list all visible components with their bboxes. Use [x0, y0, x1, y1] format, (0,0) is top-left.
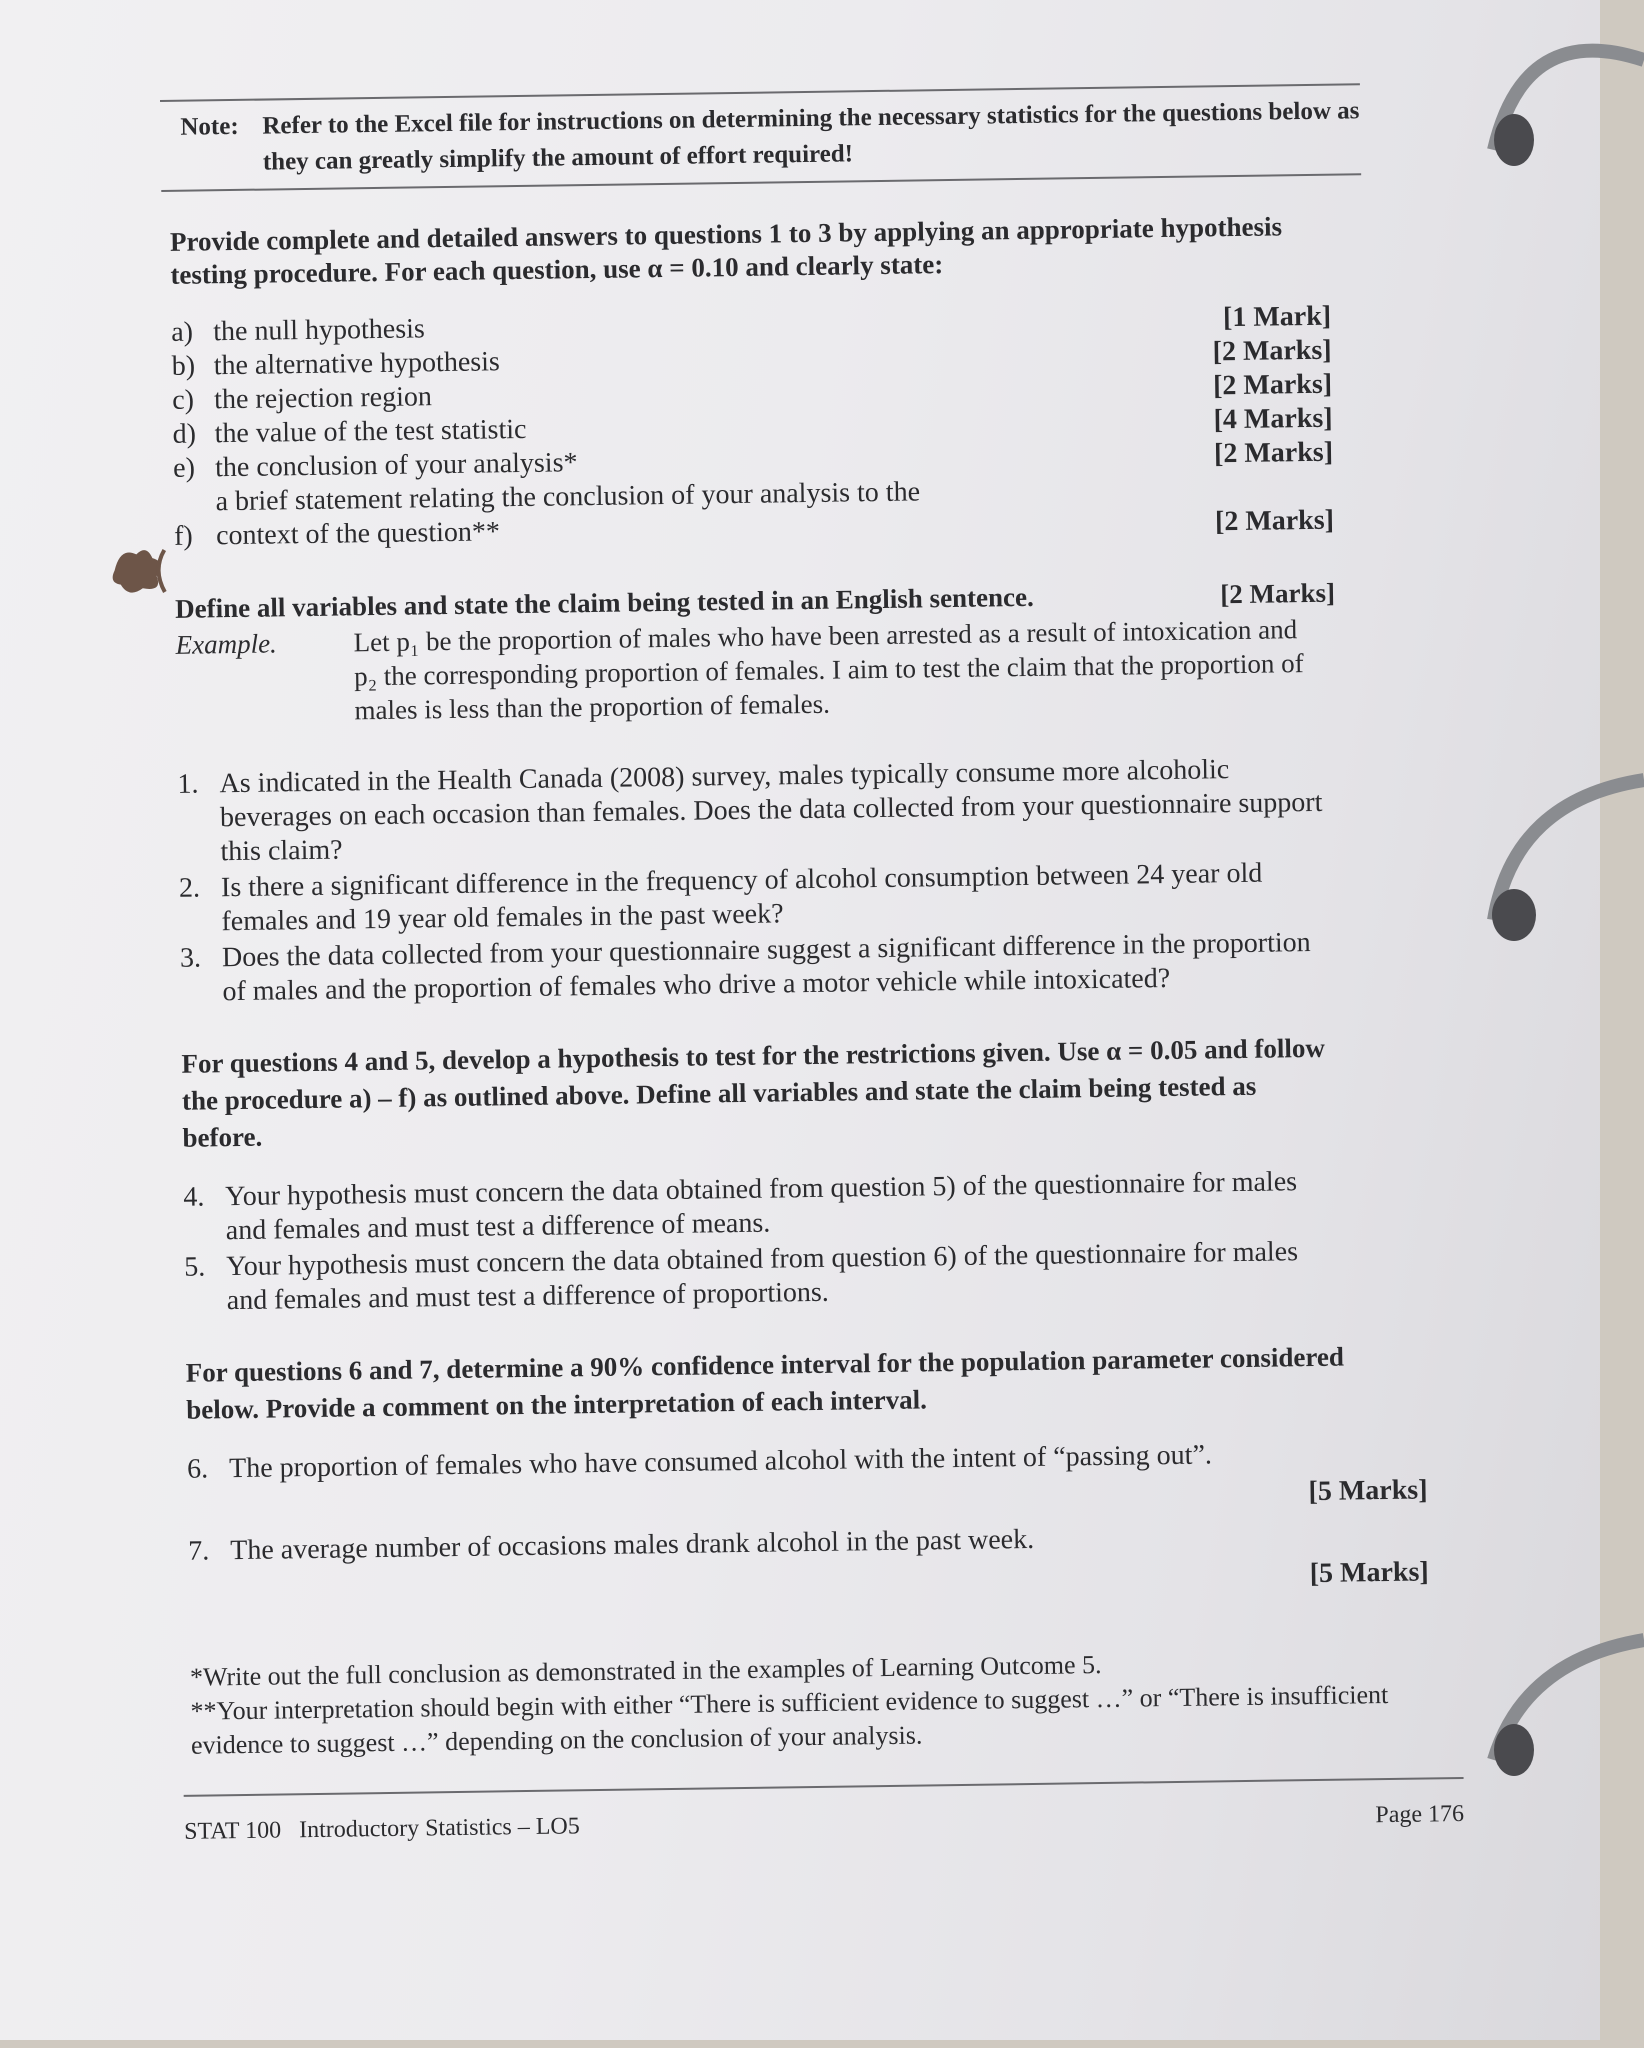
note-text: Refer to the Excel file for instructions on determining the necessary statistics for the questions below as they can greatly simplify the amount of effort required!: [262, 97, 1360, 176]
document-page: [160, 83, 1465, 1846]
question-number: 4.: [183, 1181, 205, 1213]
question-text: Is there a significant difference in the frequency of alcohol consumption between 24 year old females and 19 year old females in the past week?: [220, 857, 1263, 938]
questions-interval-list: [186, 1437, 1429, 1607]
question-text: As indicated in the Health Canada (2008) survey, males typically consume more alcoholic beverages on each occasion than females. Does the data collected from your questionnaire support this claim?: [219, 754, 1323, 868]
ink-smudge-mark: [106, 540, 173, 601]
example-text: Let p₁ be the proportion of males who have been arrested as a result of intoxication and p₂ the corresponding proportion of females. I aim to test the claim that the proportion of males is less than the proportion of females.: [353, 614, 1304, 726]
criterion-letter: c): [171, 384, 195, 416]
question-marks: [5 Marks]: [1309, 1556, 1429, 1590]
question-text: The proportion of females who have consumed alcohol with the intent of “passing out”.: [228, 1439, 1213, 1485]
binder-rings: [1484, 0, 1644, 2048]
criterion-marks: [1 Mark]: [1222, 300, 1332, 334]
footer-page-number: Page 176: [1375, 1800, 1465, 1829]
criterion-letter: b): [171, 350, 196, 382]
define-marks: [2 Marks]: [1220, 577, 1336, 610]
question-number: 2.: [178, 872, 201, 904]
question-item: [184, 1235, 1345, 1319]
question-number: 5.: [184, 1251, 206, 1283]
criterion-marks: [2 Marks]: [1214, 504, 1335, 538]
define-section: [175, 576, 1337, 730]
footnotes: [190, 1643, 1431, 1762]
question-item: [177, 752, 1338, 870]
question-item: [180, 926, 1341, 1010]
questions-restriction-list: [183, 1165, 1345, 1319]
example-label: Example.: [175, 628, 278, 660]
question-text: The average number of occasions males drank alcohol in the past week.: [230, 1523, 1035, 1567]
criterion-text: the conclusion of your analysis*: [214, 447, 578, 484]
note-box: [160, 85, 1361, 190]
ring-hole-top: [1494, 114, 1534, 166]
criterion-text: the null hypothesis: [213, 313, 425, 348]
footnote-conclusion: *Write out the full conclusion as demonstrated in the examples of Learning Outcome 5.: [189, 1650, 1102, 1692]
instructions-intro: Provide complete and detailed answers to questions 1 to 3 by applying an appropriate hypothesis testing procedure. For each question, use α = 0.10 and clearly state:: [169, 211, 1283, 290]
example-block: [175, 612, 1336, 730]
criterion-marks: [2 Marks]: [1212, 368, 1333, 402]
ring-hole-bottom: [1494, 1724, 1534, 1776]
question-number: 3.: [179, 942, 202, 974]
criterion-letter: f): [173, 520, 193, 552]
criteria-list: [171, 300, 1334, 554]
footnote-interpretation: **Your interpretation should begin with either “There is sufficient evidence to suggest …” or “There is insufficient evidence to suggest …” depending on the conclusion of your analysis.: [190, 1680, 1389, 1760]
question-number: 6.: [186, 1453, 209, 1485]
criterion-marks: [2 Marks]: [1213, 436, 1334, 470]
section-heading-q6-7: For questions 6 and 7, determine a 90% confidence interval for the population parameter considered below. Provide a comment on the interpretation of each interval.: [185, 1341, 1345, 1425]
question-text: Does the data collected from your questionnaire suggest a significant difference in the proportion of males and the proportion of females who drive a motor vehicle while intoxicated?: [221, 927, 1311, 1008]
note-label: Note:: [180, 112, 239, 141]
question-number: 1.: [177, 768, 199, 800]
criterion-text: a brief statement relating the conclusion of your analysis to the context of the question**: [215, 476, 921, 552]
questions-hypothesis-list: [177, 752, 1340, 1010]
section-heading-q4-5: For questions 4 and 5, develop a hypothesis to test for the restrictions given. Use α = 0.05 and follow the procedure a) – f) as outlined above. Define all variables and state the claim being tested as before.: [181, 1032, 1326, 1153]
criterion-letter: a): [171, 316, 194, 348]
footer-rule: [184, 1777, 1464, 1797]
criterion-letter: d): [172, 418, 197, 450]
question-marks: [5 Marks]: [1308, 1474, 1428, 1508]
criterion-marks: [4 Marks]: [1213, 402, 1333, 436]
criterion-text: the alternative hypothesis: [213, 346, 501, 382]
question-text: Your hypothesis must concern the data obtained from question 5) of the questionnaire for males and females and must test a difference of means.: [225, 1166, 1298, 1247]
criterion-text: the value of the test statistic: [214, 413, 527, 450]
criterion-letter: e): [172, 452, 196, 484]
criterion-marks: [2 Marks]: [1212, 334, 1332, 368]
ring-hole-middle: [1492, 889, 1536, 941]
question-number: 7.: [188, 1535, 210, 1567]
define-text: Define all variables and state the claim being tested in an English sentence.: [174, 581, 1034, 624]
footer-course: STAT 100 Introductory Statistics – LO5: [184, 1813, 580, 1845]
question-text: Your hypothesis must concern the data obtained from question 6) of the questionnaire for males and females and must test a difference of proportions.: [226, 1236, 1299, 1317]
criterion-text: the rejection region: [213, 381, 433, 416]
